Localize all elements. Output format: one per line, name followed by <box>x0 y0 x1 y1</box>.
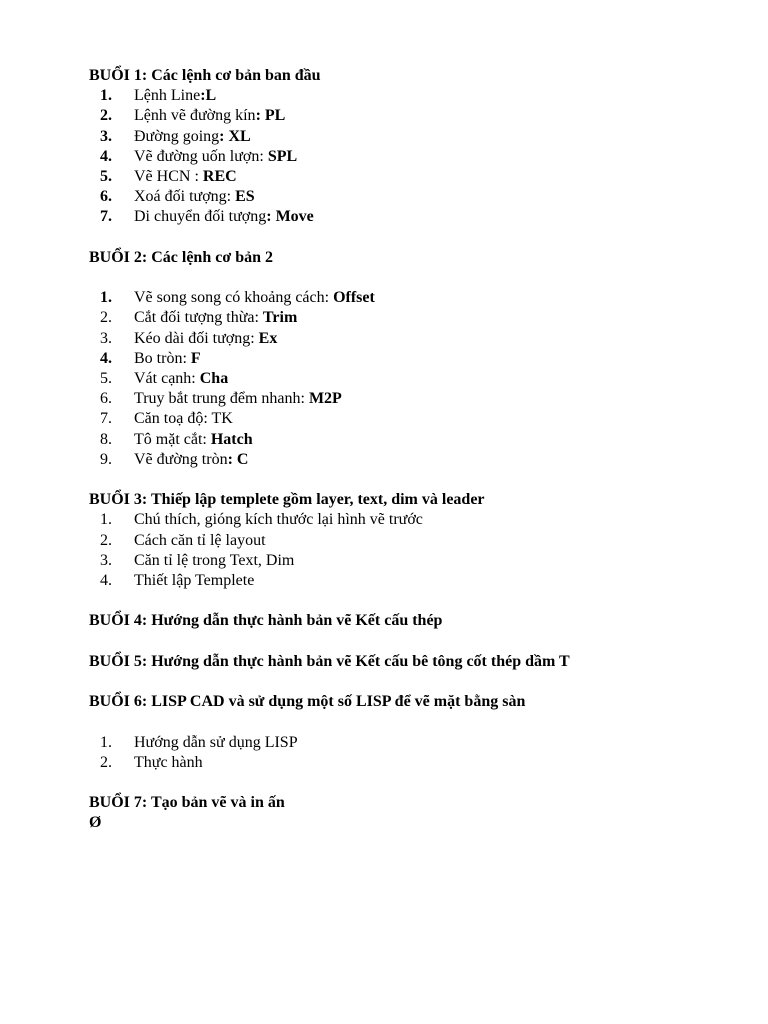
item-text: Thực hành <box>134 753 203 771</box>
list-item <box>89 531 729 551</box>
session-3-list <box>89 510 729 591</box>
item-text: Cắt đối tượng thừa: <box>134 309 263 327</box>
list-item <box>89 551 729 571</box>
item-text: Bo tròn: <box>134 349 191 367</box>
item-number: 2. <box>100 107 112 125</box>
item-number: 1. <box>100 733 112 751</box>
list-item <box>89 288 729 308</box>
command-shortcut: SPL <box>267 147 298 165</box>
item-number: 6. <box>100 390 112 408</box>
command-shortcut: Cha <box>199 370 229 388</box>
command-shortcut: M2P <box>308 390 342 408</box>
session-6-list <box>89 733 729 773</box>
list-item <box>89 308 729 328</box>
command-shortcut: : C <box>227 450 249 468</box>
list-item <box>89 369 729 389</box>
item-number: 7. <box>100 410 112 428</box>
list-item <box>89 753 729 773</box>
item-text: Căn toạ độ: TK <box>134 410 233 428</box>
command-shortcut: F <box>190 349 201 367</box>
session-1-list <box>89 86 729 227</box>
spacer <box>89 632 729 652</box>
list-item <box>89 167 729 187</box>
list-item <box>89 147 729 167</box>
list-item <box>89 389 729 409</box>
item-number: 4. <box>100 349 112 367</box>
session-3-heading: BUỔI 3: Thiếp lập templete gồm layer, text, dim và leader <box>89 491 485 509</box>
item-text: Xoá đối tượng: <box>134 188 236 206</box>
list-item <box>89 187 729 207</box>
item-text: Tô mặt cắt: <box>134 430 211 448</box>
session-2-heading: BUỔI 2: Các lệnh cơ bản 2 <box>89 248 273 266</box>
item-number: 1. <box>100 289 112 307</box>
list-item <box>89 127 729 147</box>
item-number: 8. <box>100 430 112 448</box>
session-2-list <box>89 288 729 470</box>
item-number: 4. <box>100 147 112 165</box>
item-number: 6. <box>100 188 112 206</box>
list-item <box>89 571 729 591</box>
item-text: Vẽ song song có khoảng cách: <box>134 289 334 307</box>
list-item <box>89 450 729 470</box>
item-number: 3. <box>100 127 112 145</box>
list-item <box>89 329 729 349</box>
item-text: Vẽ đường tròn <box>134 450 228 468</box>
bullet-symbol: Ø <box>89 814 102 832</box>
command-shortcut: Offset <box>333 289 375 307</box>
item-number: 4. <box>100 572 112 590</box>
command-shortcut: :L <box>200 87 217 105</box>
spacer <box>89 268 729 288</box>
item-number: 2. <box>100 309 112 327</box>
item-text: Thiết lập Templete <box>134 572 255 590</box>
command-shortcut: ES <box>235 188 255 206</box>
item-number: 1. <box>100 511 112 529</box>
item-text: Kéo dài đối tượng: <box>134 329 259 347</box>
command-shortcut: REC <box>202 168 237 186</box>
item-number: 1. <box>100 87 112 105</box>
session-7-heading: BUỔI 7: Tạo bản vẽ và in ấn <box>89 794 285 812</box>
command-shortcut: Hatch <box>210 430 253 448</box>
list-item <box>89 430 729 450</box>
item-text: Cách căn tỉ lệ layout <box>134 531 266 549</box>
spacer <box>89 712 729 732</box>
item-number: 2. <box>100 753 112 771</box>
session-5-heading: BUỔI 5: Hướng dẫn thực hành bản vẽ Kết cấu bê tông cốt thép dầm T <box>89 652 570 670</box>
command-shortcut: Trim <box>262 309 298 327</box>
command-shortcut: : PL <box>255 107 286 125</box>
item-text: Vẽ HCN : <box>134 168 203 186</box>
item-number: 2. <box>100 531 112 549</box>
item-text: Đường going <box>134 127 220 145</box>
item-text: Chú thích, gióng kích thước lại hình vẽ trước <box>134 511 423 529</box>
spacer <box>89 470 729 490</box>
command-shortcut: : Move <box>266 208 314 226</box>
spacer <box>89 228 729 248</box>
item-number: 5. <box>100 370 112 388</box>
list-item <box>89 207 729 227</box>
command-shortcut: : XL <box>219 127 251 145</box>
item-number: 3. <box>100 329 112 347</box>
list-item <box>89 510 729 530</box>
item-text: Căn tỉ lệ trong Text, Dim <box>134 551 295 569</box>
list-item <box>89 106 729 126</box>
item-text: Truy bắt trung đểm nhanh: <box>134 390 309 408</box>
item-text: Hướng dẫn sử dụng LISP <box>134 733 298 751</box>
item-number: 7. <box>100 208 112 226</box>
spacer <box>89 591 729 611</box>
command-shortcut: Ex <box>258 329 278 347</box>
list-item <box>89 733 729 753</box>
list-item <box>89 86 729 106</box>
item-number: 9. <box>100 450 112 468</box>
item-text: Lệnh vẽ đường kín <box>134 107 256 125</box>
item-text: Vẽ đường uốn lượn: <box>134 147 268 165</box>
item-number: 3. <box>100 551 112 569</box>
item-text: Lệnh Line <box>134 87 201 105</box>
list-item <box>89 349 729 369</box>
item-text: Vát cạnh: <box>134 370 200 388</box>
item-number: 5. <box>100 168 112 186</box>
session-4-heading: BUỔI 4: Hướng dẫn thực hành bản vẽ Kết cấu thép <box>89 612 443 630</box>
list-item <box>89 409 729 429</box>
document-page <box>89 66 729 834</box>
item-text: Di chuyển đối tượng <box>134 208 267 226</box>
spacer <box>89 672 729 692</box>
session-6-heading: BUỔI 6: LISP CAD và sử dụng một số LISP để vẽ mặt bằng sàn <box>89 693 526 711</box>
session-1-heading: BUỔI 1: Các lệnh cơ bản ban đầu <box>89 67 321 84</box>
spacer <box>89 773 729 793</box>
